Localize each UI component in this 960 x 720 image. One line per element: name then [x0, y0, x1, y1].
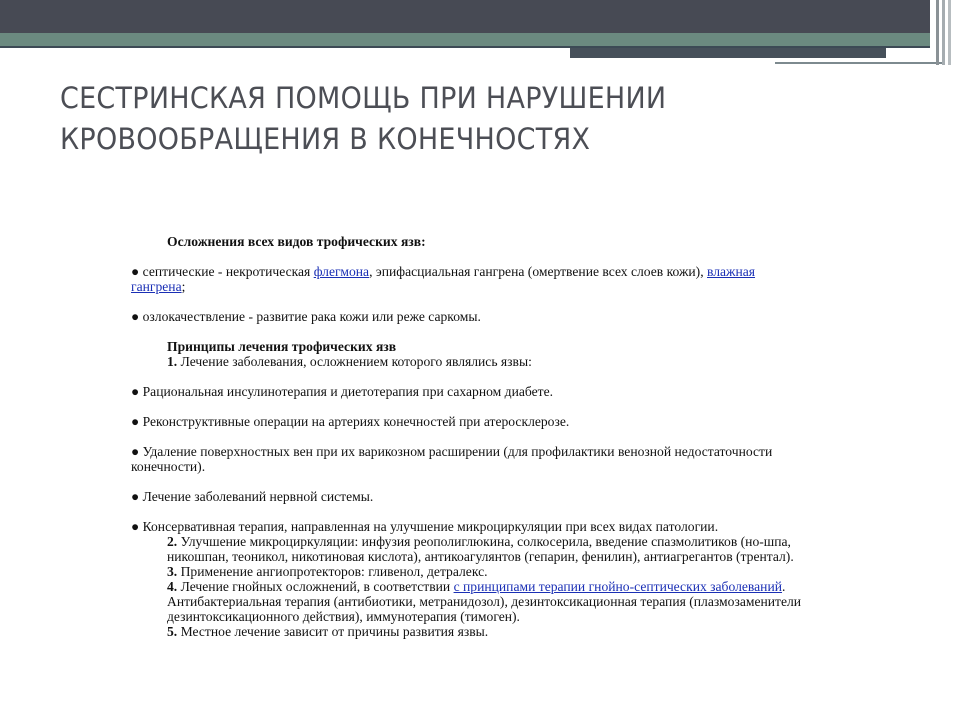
- item-text: , эпифасциальная гангрена (омертвение всех слоев кожи),: [369, 264, 707, 279]
- header-vertical-bar: [936, 0, 939, 65]
- treatment-point-5: [131, 624, 811, 639]
- link-phlegmon[interactable]: флегмона: [313, 264, 370, 279]
- link-purulent-septic-principles[interactable]: с принципами терапии гнойно-септических заболеваний: [453, 579, 783, 594]
- bullet-icon: ●: [131, 519, 140, 534]
- header-thin-line: [775, 62, 945, 64]
- item-text: септические - некротическая: [142, 264, 314, 279]
- point-text: Улучшение микроциркуляции: инфузия реополиглюкина, солкосерила, введение спазмолитиков (но-шпа, никошпан, теоникол, никотиновая кислота), антикоагулянтов (гепарин, фенилин), антиагрегантов (трентал).: [167, 534, 794, 564]
- treatment-bullet: [131, 384, 811, 399]
- point-number: 2.: [167, 534, 178, 549]
- complication-item: [131, 264, 811, 294]
- slide-title: СЕСТРИНСКАЯ ПОМОЩЬ ПРИ НАРУШЕНИИ КРОВООБРАЩЕНИЯ В КОНЕЧНОСТЯХ: [60, 81, 667, 156]
- point-text: Лечение гнойных осложнений, в соответствии: [177, 579, 454, 594]
- point-text: Применение ангиопротекторов: гливенол, детралекс.: [177, 564, 488, 579]
- point-number: 3.: [167, 564, 178, 579]
- point-text: Местное лечение зависит от причины развития язвы.: [177, 624, 489, 639]
- treatment-point-3: [131, 564, 811, 579]
- header-slab: [570, 48, 886, 58]
- bullet-text: Удаление поверхностных вен при их варикозном расширении (для профилактики венозной недостаточности конечности).: [131, 444, 773, 474]
- treatment-bullet: [131, 414, 811, 429]
- bullet-text: Рациональная инсулинотерапия и диетотерапия при сахарном диабете.: [142, 384, 554, 399]
- bullet-icon: ●: [131, 444, 140, 459]
- document-body: [131, 234, 811, 639]
- point-number: 1.: [167, 354, 178, 369]
- treatment-point-2: [131, 534, 811, 564]
- header-accent-band: [0, 33, 930, 46]
- point-number: 4.: [167, 579, 178, 594]
- bullet-icon: ●: [131, 414, 140, 429]
- complications-heading: Осложнения всех видов трофических язв:: [167, 234, 426, 249]
- link-wet-gangrene[interactable]: влажная гангрена: [131, 264, 756, 294]
- bullet-icon: ●: [131, 309, 140, 324]
- item-text: ;: [181, 279, 186, 294]
- treatment-bullet: [131, 489, 811, 504]
- point-number: 5.: [167, 624, 178, 639]
- header-vertical-bar: [948, 0, 951, 65]
- bullet-icon: ●: [131, 264, 140, 279]
- bullet-text: Лечение заболеваний нервной системы.: [142, 489, 374, 504]
- bullet-text: Консервативная терапия, направленная на улучшение микроциркуляции при всех видах патологии.: [142, 519, 719, 534]
- complication-item: [131, 309, 811, 324]
- treatment-bullet: [131, 519, 811, 534]
- point-text: Лечение заболевания, осложнением которого являлись язвы:: [177, 354, 532, 369]
- treatment-point-1: [131, 354, 811, 369]
- treatment-point-4: [131, 579, 811, 624]
- bullet-icon: ●: [131, 489, 140, 504]
- bullet-icon: ●: [131, 384, 140, 399]
- point-text: . Антибактериальная терапия (антибиотики, метранидозол), дезинтоксикационная терапия (плазмозаменители дезинтоксикационного действия), иммунотерапия (тимоген).: [167, 579, 802, 624]
- treatment-bullet: [131, 444, 811, 474]
- bullet-text: Реконструктивные операции на артериях конечностей при атеросклерозе.: [142, 414, 570, 429]
- header-vertical-bar: [942, 0, 945, 65]
- header-band: [0, 0, 930, 33]
- item-text: озлокачествление - развитие рака кожи или реже саркомы.: [142, 309, 481, 324]
- treatment-heading: Принципы лечения трофических язв: [167, 339, 397, 354]
